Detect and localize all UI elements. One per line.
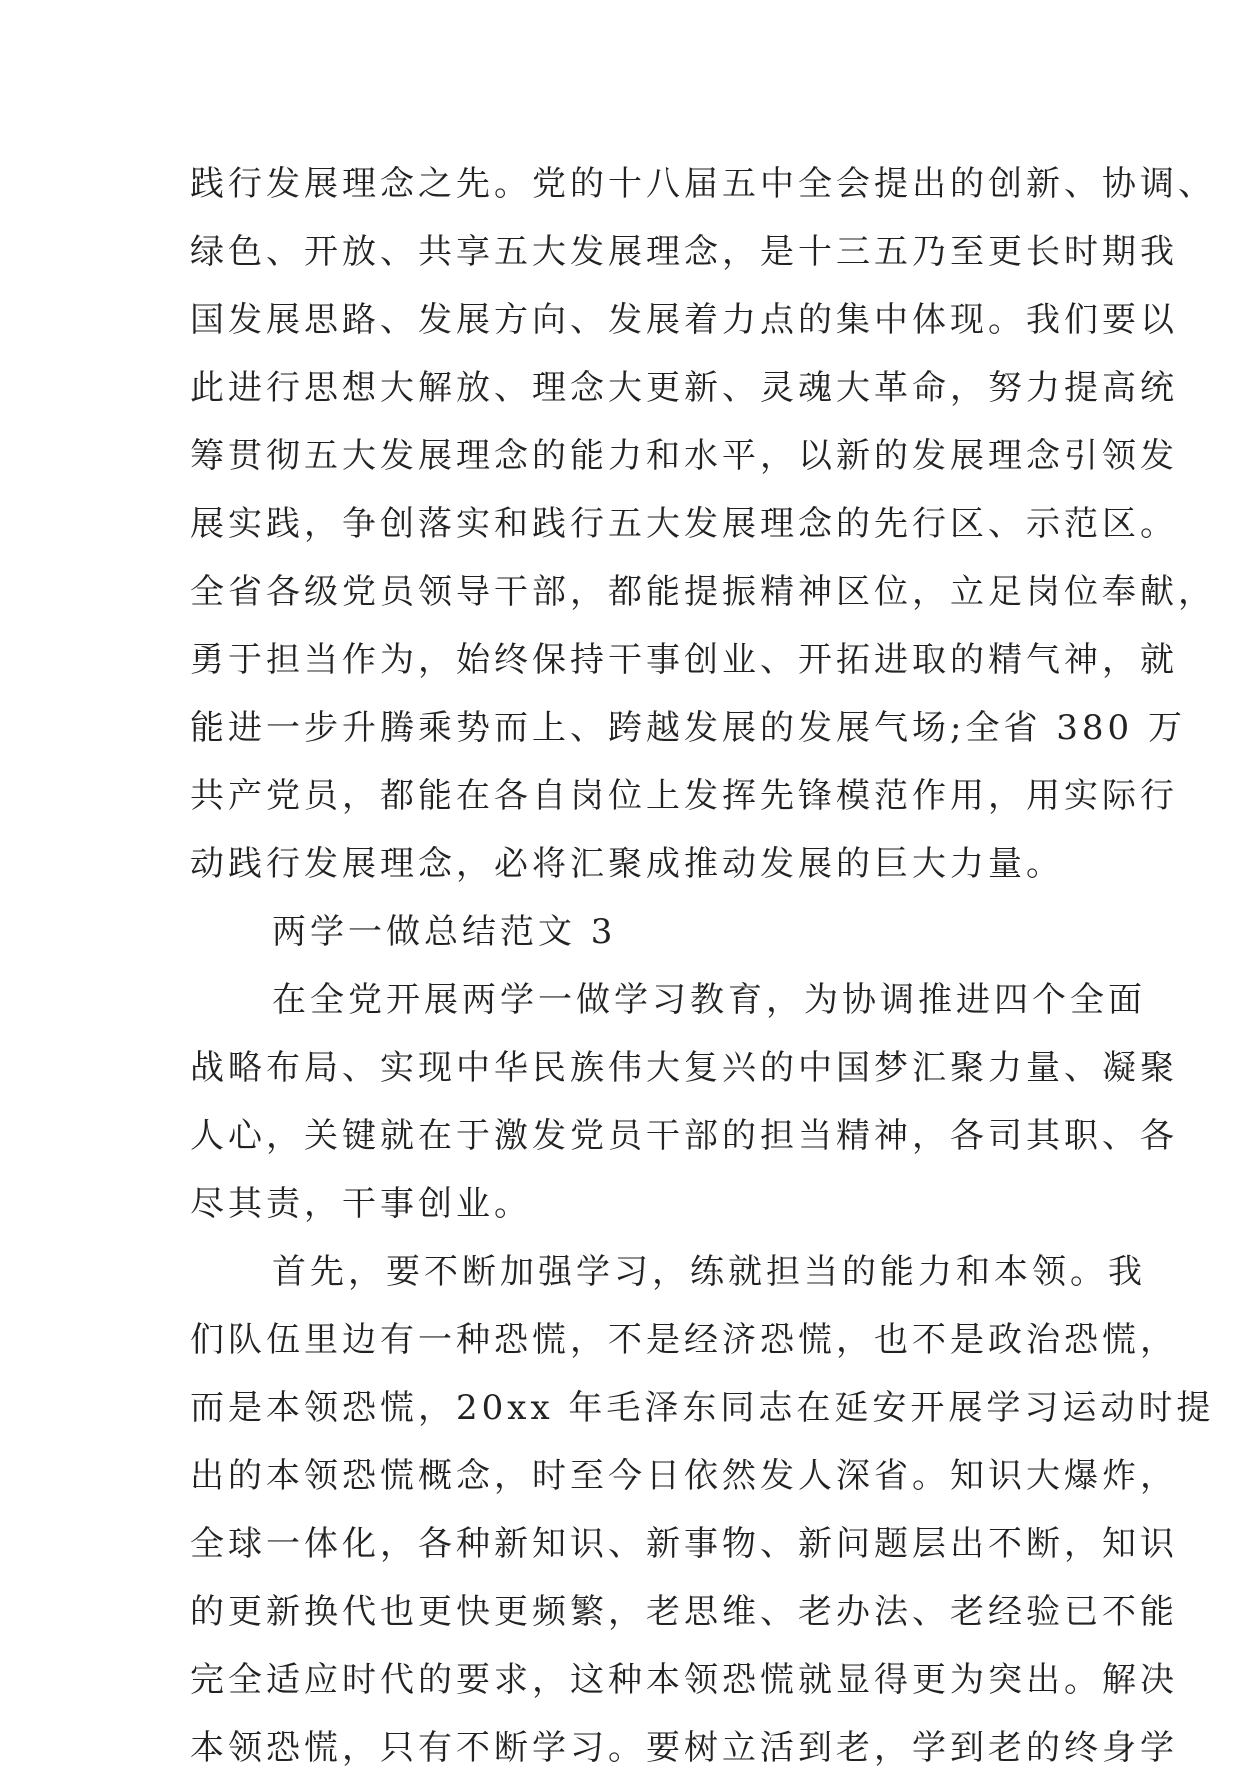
text-line: 们队伍里边有一种恐慌，不是经济恐慌，也不是政治恐慌， xyxy=(190,1320,1178,1360)
text-line: 国发展思路、发展方向、发展着力点的集中体现。我们要以 xyxy=(190,300,1178,340)
text-line: 践行发展理念之先。党的十八届五中全会提出的创新、协调、 xyxy=(190,164,1216,204)
text-line: 本领恐慌，只有不断学习。要树立活到老，学到老的终身学 xyxy=(190,1728,1178,1768)
text-line: 而是本领恐慌，20xx 年毛泽东同志在延安开展学习运动时提 xyxy=(190,1388,1215,1428)
text-line: 人心，关键就在于激发党员干部的担当精神，各司其职、各 xyxy=(190,1116,1178,1156)
text-line: 勇于担当作为，始终保持干事创业、开拓进取的精气神，就 xyxy=(190,640,1178,680)
text-line: 出的本领恐慌概念，时至今日依然发人深省。知识大爆炸， xyxy=(190,1456,1178,1496)
text-line: 全省各级党员领导干部，都能提振精神区位，立足岗位奉献， xyxy=(190,572,1216,612)
text-line: 在全党开展两学一做学习教育，为协调推进四个全面 xyxy=(272,980,1146,1020)
text-line: 此进行思想大解放、理念大更新、灵魂大革命，努力提高统 xyxy=(190,368,1178,408)
text-line: 动践行发展理念，必将汇聚成推动发展的巨大力量。 xyxy=(190,844,1064,884)
text-line: 能进一步升腾乘势而上、跨越发展的发展气场;全省 380 万 xyxy=(190,708,1186,748)
text-line: 展实践，争创落实和践行五大发展理念的先行区、示范区。 xyxy=(190,504,1178,544)
text-line: 完全适应时代的要求，这种本领恐慌就显得更为突出。解决 xyxy=(190,1660,1178,1700)
text-line: 共产党员，都能在各自岗位上发挥先锋模范作用，用实际行 xyxy=(190,776,1178,816)
section-heading: 两学一做总结范文 3 xyxy=(272,912,617,952)
text-line: 的更新换代也更快更频繁，老思维、老办法、老经验已不能 xyxy=(190,1592,1178,1632)
text-line: 绿色、开放、共享五大发展理念，是十三五乃至更长时期我 xyxy=(190,232,1178,272)
text-line: 尽其责，干事创业。 xyxy=(190,1184,532,1224)
text-line: 筹贯彻五大发展理念的能力和水平，以新的发展理念引领发 xyxy=(190,436,1178,476)
document-body xyxy=(190,150,1216,1782)
text-line: 全球一体化，各种新知识、新事物、新问题层出不断，知识 xyxy=(190,1524,1178,1564)
text-line: 战略布局、实现中华民族伟大复兴的中国梦汇聚力量、凝聚 xyxy=(190,1048,1178,1088)
text-line: 首先，要不断加强学习，练就担当的能力和本领。我 xyxy=(272,1252,1146,1292)
